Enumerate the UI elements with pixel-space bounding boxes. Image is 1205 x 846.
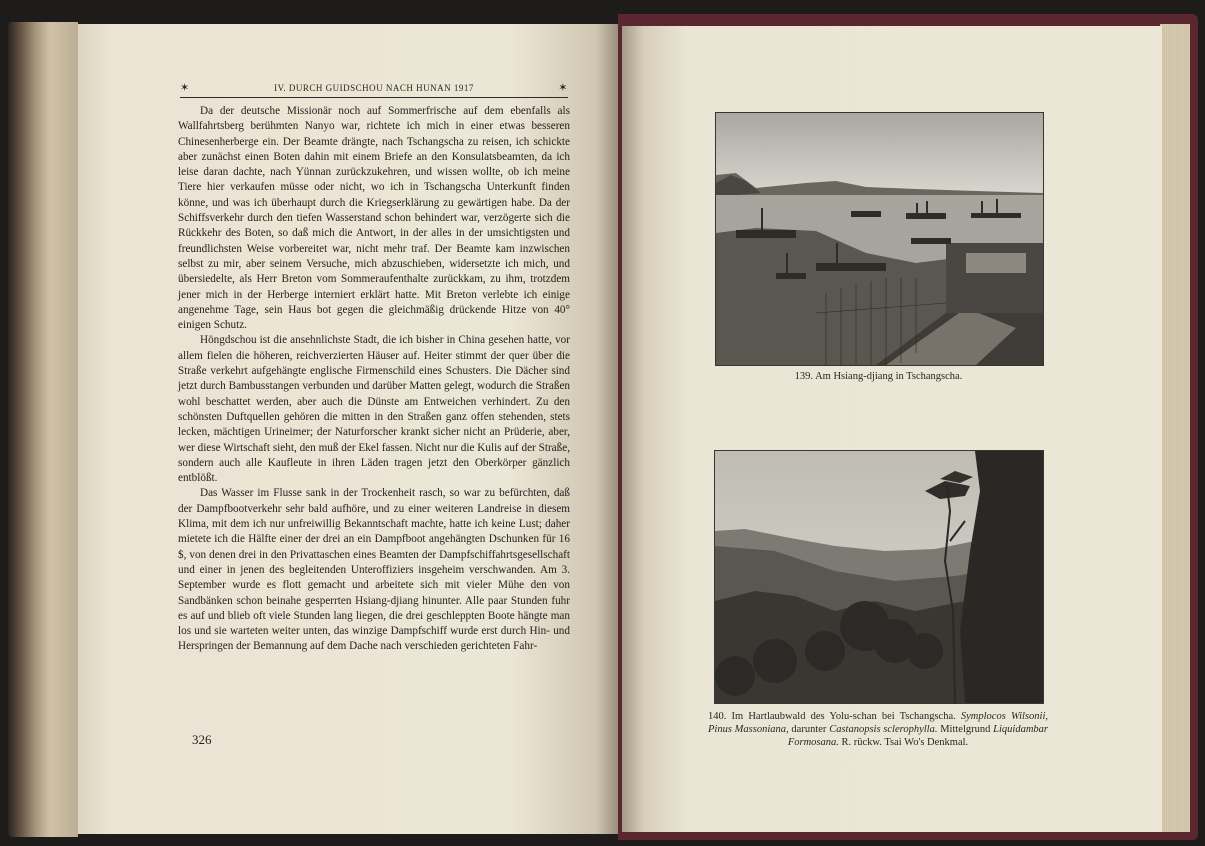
figure-139-caption: 139. Am Hsiang-djiang in Tschangscha. [794, 371, 963, 382]
paragraph: Das Wasser im Flusse sank in der Trockenheit rasch, so war zu befürchten, daß der Dampfbootverkehr sehr bald aufhöre, und zu einer weiteren Landreise in diesem Klima, mit dem ich nur unfreiwillig Bekanntschaft machte, hatte ich keine Lust; daher mietete ich die Hälfte einer der drei an ein Dampfboot angehängten Dschunken für 16 $, von denen drei in den Privattaschen eines Beamten der Dampfschiffahrtsgesellschaft und einer in jenen des begleitenden Unteroffiziers insgeheim verschwanden. Am 3. September wurde es flott gemacht und arbeitete sich mit vieler Mühe den von Sandbänken schon beinahe gesperrten Hsiang-djiang hinunter. Alle paar Stunden fuhr es auf und blieb oft viele Stunden lang liegen, die drei geschleppten Boote hängte man los und sie warteten weiter unten, das winzige Dampfschiff wurde erst durch Hin- und Herspringen der Bemannung auf dem Dache nach verschieden gerichteten Fahr- [178, 487, 570, 653]
paragraph: Höngdschou ist die ansehnlichste Stadt, die ich bisher in China gesehen hatte, vor allem fielen die höheren, reichverzierten Häuser auf. Heiter stimmt der quer über die Straße verkehrt aufgehängte englische Firmenschild eines Schusters. Die Dächer sind jetzt durch Bambusstangen verbunden und darüber Matten gelegt, wodurch die Straßen wohl beschattet werden, aber auch die Dünste am Entweichen verhindert. Zu den schönsten Duftquellen gehören die mitten in den Straßen ganz offen stehenden, stets lecken, mächtigen Urineimer; der Naturforscher krankt sicher nicht an Prüderie, aber, wer diese Wirtschaft sieht, den muß der Ekel fassen. Nicht nur die Kulis auf der Straße, sondern auch alle Kaufleute in ihren Läden tragen jetzt den Oberkörper gänzlich entblößt. [178, 334, 570, 485]
ornament-star-right: ✶ [558, 82, 568, 94]
caption-text: 140. Im Hartlaubwald des Yolu-schan bei Tschangscha. [708, 711, 961, 722]
forest-photo [714, 450, 1044, 704]
paragraph: Da der deutsche Missionär noch auf Sommerfrische auf dem ebenfalls als Wallfahrtsberg berühmten Nanyo war, richtete ich mich in einer etwas besseren Chinesenherberge ein. Der Beamte drängte, nach Tschangscha zu reisen, ich schickte aber zunächst einen Boten dahin mit einem Briefe an den Konsulatsbeamten, da ich leise daran dachte, nach Yünnan zurückzukehren, und wissen wollte, ob ich meine Tiere hier verkaufen müsse oder nicht, wo ich in Tschangscha Unterkunft finden könne, und was ich überhaupt durch die Kriegserklärung zu gewärtigen habe. Da der Schiffsverkehr durch den tiefen Wasserstand schon behindert war, verzögerte sich die Rückkehr des Boten, so daß mich die Antwort, in der alles in der umsichtigsten und freundlichsten Weise vorbereitet war, nicht mehr traf. Der Beamte kam inzwischen selbst zu mir, aber seinem Versuche, mich abzuschieben, widersetzte ich mich, und übersiedelte, als Herr Breton vom Sommeraufenthalte zurückkam, zu ihm, trotzdem jener mich in der Herberge interniert erklärt hatte. Mit Breton verlebte ich einige angenehme Tage, sein Haus bot gegen die gleichmäßig drückende Hitze von 40° einigen Schutz. [178, 105, 570, 332]
page-number: 326 [192, 732, 212, 747]
book-cover-left [8, 22, 78, 837]
figure-140-caption [708, 710, 1048, 749]
running-head [180, 83, 568, 98]
harbor-photo-image [716, 113, 1043, 365]
ornament-star-left: ✶ [180, 82, 190, 94]
caption-species: Symplocos Wilsonii, Pinus Massoniana, [708, 711, 1048, 735]
caption-text: Mittelgrund [937, 724, 994, 735]
caption-species: Liquidambar Formosana. [787, 724, 1048, 748]
forest-photo-image [715, 451, 1043, 703]
caption-text: R. rückw. Tsai Wo's Denkmal. [838, 737, 969, 748]
running-head-title: IV. DURCH GUIDSCHOU NACH HUNAN 1917 [274, 83, 474, 93]
caption-text: darunter [788, 724, 830, 735]
body-text [178, 104, 570, 655]
caption-species: Castanopsis sclerophylla. [829, 724, 938, 735]
page-edges [1160, 24, 1190, 832]
harbor-photo [715, 112, 1044, 366]
